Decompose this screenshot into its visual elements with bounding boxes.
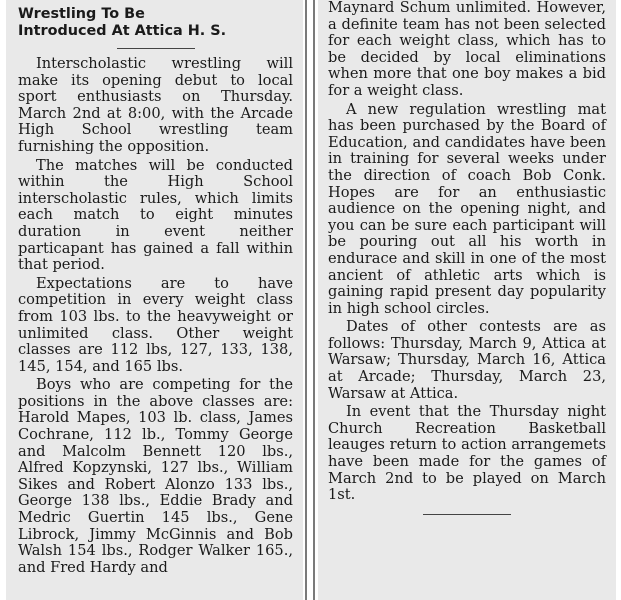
- right-column: [318, 0, 616, 600]
- headline-divider: [117, 48, 195, 49]
- column-divider-left: [305, 0, 307, 600]
- headline-line-2: Introduced At Attica H. S.: [18, 23, 227, 39]
- paragraph-basketball-note: In event that the Thursday night Church Recreation Basketball leauges return to action arrangemets have been made for the games of March 2nd to be played on March 1st.: [328, 403, 606, 504]
- paragraph-competitors: Boys who are competing for the positions in the above classes are: Harold Mapes, 103 lb. class, James Cochrane, 112 lb., Tommy George and Malcolm Bennett 120 lbs., Alfred Kopzynski, 127 lbs., William Sikes and Robert Alonzo 133 lbs., George 138 lbs., Eddie Brady and Medric Guertin 145 lbs., Gene Librock, Jimmy McGinnis and Bob Walsh 154 lbs., Rodger Walker 165., and Fred Hardy and: [18, 376, 293, 576]
- paragraph-continuation: Maynard Schum unlimited. However, a definite team has not been selected for each weight class, which has to be decided by local eliminations when more that one boy makes a bid for a weight class.: [328, 0, 606, 99]
- article-end-divider: [423, 514, 511, 515]
- paragraph-weight-classes: Expectations are to have competition in every weight class from 103 lbs. to the heavyweight or unlimited class. Other weight classes are 112 lbs, 127, 133, 138, 145, 154, and 165 lbs.: [18, 274, 293, 375]
- headline-line-1: Wrestling To Be: [18, 6, 145, 22]
- left-column: [6, 0, 303, 600]
- paragraph-mat-training: A new regulation wrestling mat has been purchased by the Board of Education, and candidates have been in training for several weeks under the direction of coach Bob Conk. Hopes are for an enthusiastic audience on the opening night, and you can be sure each participant will be pouring out all his worth in endurace and skill in one of the most ancient of athletic arts which is gaining rapid present day popularity in high school circles.: [328, 100, 606, 317]
- paragraph-rules: The matches will be conducted within the High School interscholastic rules, which limits each match to eight minutes duration in event neither particapant has gained a fall within that period.: [18, 156, 293, 274]
- paragraph-opening: Interscholastic wrestling will make its opening debut to local sport enthusiasts on Thursday. March 2nd at 8:00, with the Arcade High School wrestling team furnishing the opposition.: [18, 55, 293, 155]
- column-divider-right: [313, 0, 315, 600]
- headline: [18, 6, 293, 40]
- paragraph-schedule: Dates of other contests are as follows: Thursday, March 9, Attica at Warsaw; Thursday, March 16, Attica at Arcade; Thursday, March 23, Warsaw at Attica.: [328, 318, 606, 402]
